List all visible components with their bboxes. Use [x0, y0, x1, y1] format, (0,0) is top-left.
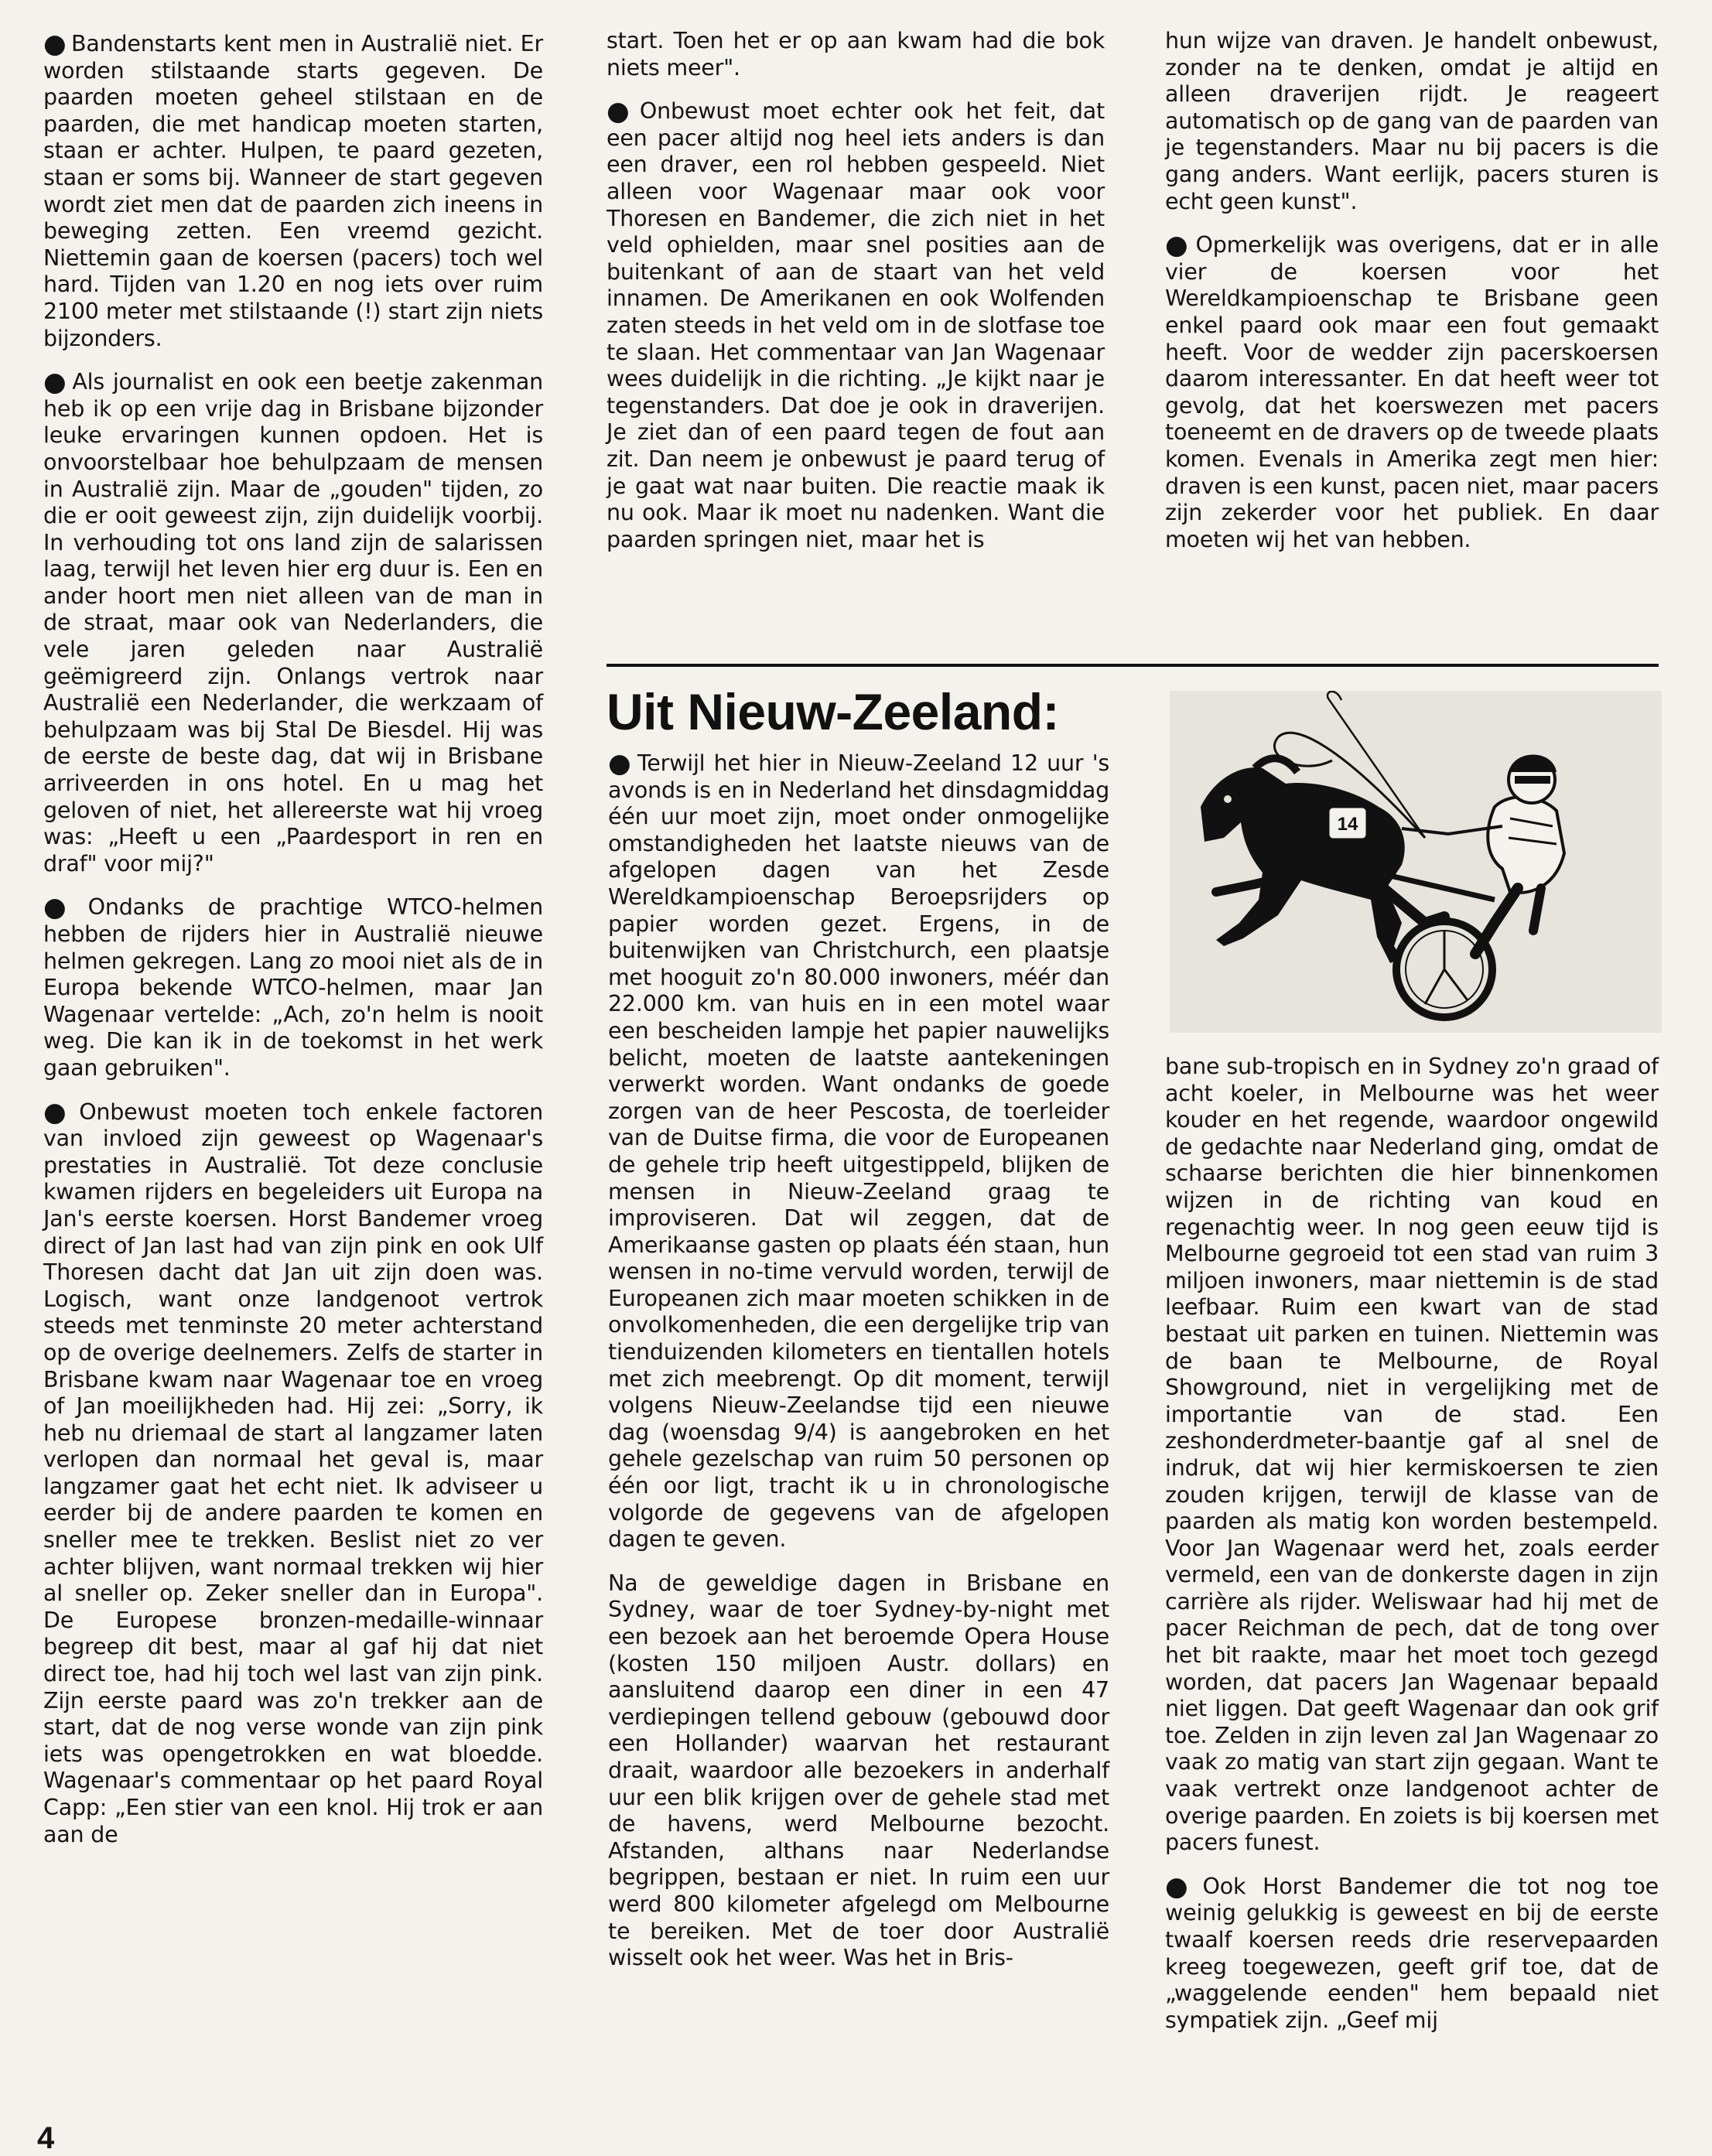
bullet-icon: ●	[43, 367, 68, 398]
column-1	[43, 31, 543, 1865]
paragraph-nieuw-zeeland-intro: ● Terwijl het hier in Nieuw-Zeeland 12 uur 's avonds is en in Nederland het dinsdagmiddag één uur moet zijn, moet onder onmogelijke omstandigheden het laatste nieuws van de afgelopen dagen van het Zesde Wereldkampioenschap Beroepsrijders op papier worden gezet. Ergens, in de buitenwijken van Christchurch, een plaatsje met hooguit zo'n 80.000 inwoners, méér dan 22.000 km. van huis en in een motel waar een bescheiden lampje het papier nauwelijks belicht, moeten de laatste aantekeningen verwerkt worden. Want ondanks de goede zorgen van de heer Pescosta, de toerleider van de Duitse firma, die voor de Europeanen de gehele trip heeft uitgestippeld, blijken de mensen in Nieuw-Zeeland graag te improviseren. Dat wil zeggen, dat de Amerikaanse gasten op plaats één staan, hun wensen in no-time vervuld worden, terwijl de Europeanen zich maar moeten schikken in de onvolkomenheden, die een dergelijke trip van tienduizenden kilometers en tientallen hotels met zich meebrengt. Op dit moment, terwijl volgens Nieuw-Zeelandse tijd een nieuwe dag (woensdag 9/4) is aangebroken en het gehele gezelschap van ruim 50 personen op één oor ligt, tracht ik u in chronologische volgorde de gegevens van de afgelopen dagen te geven.	[608, 748, 1109, 1553]
bullet-icon: ●	[43, 29, 67, 60]
bullet-icon: ●	[43, 1096, 75, 1128]
bullet-icon: ●	[607, 96, 635, 128]
saddlecloth-number: 14	[1337, 814, 1358, 835]
paragraph-bandenstarts: ● Bandenstarts kent men in Australië niet. Er worden stilstaande starts gegeven. De paarden moeten geheel stilstaan en de paarden, die met handicap moeten starten, staan er achter. Hulpen, te paard gezeten, staan er soms bij. Wanneer de start gegeven wordt ziet men dat de paarden zich ineens in beweging zetten. Een vreemd gezicht. Niettemin gaan de koersen (pacers) toch wel hard. Tijden van 1.20 en nog iets over ruim 2100 meter met stilstaande (!) start zijn niets bijzonders.	[43, 29, 543, 351]
article-column-a	[608, 750, 1109, 1989]
section-divider	[607, 664, 1659, 667]
article-headline: Uit Nieuw-Zeeland:	[607, 683, 1060, 740]
paragraph-brisbane-sydney: Na de geweldige dagen in Brisbane en Sydney, waar de toer Sydney-by-night met een bezoek aan het beroemde Opera House (kosten 150 miljoen Austr. dollars) en aansluitend daarop een diner in een 47 verdiepingen tellend gebouw (gebouwd door een Hollander) waarvan het restaurant draait, waardoor alle bezoekers in anderhalf uur een blik krijgen over de gehele stad met de havens, werd Melbourne bezocht. Afstanden, althans naar Nederlandse begrippen, bestaan er niet. In ruim een uur werd 800 kilometer afgelegd om Melbourne te bereiken. Met de toer door Australië wisselt ook het weer. Was het in Bris-	[608, 1570, 1109, 1971]
bullet-icon: ●	[608, 748, 633, 779]
paragraph-journalist: ● Als journalist en ook een beetje zakenman heb ik op een vrije dag in Brisbane bijzonder leuke ervaringen kunnen opdoen. Het is onvoorstelbaar hoe behulpzaam de mensen in Australië zijn. Maar de „gouden" tijden, zo die er ooit geweest zijn, zijn duidelijk voorbij. In verhouding tot ons land zijn de salarissen laag, terwijl het leven hier erg duur is. Een en ander hoort men niet alleen van de man in de straat, maar ook van Nederlanders, die vele jaren geleden naar Australië geëmigreerd zijn. Onlangs vertrok naar Australië een Nederlander, die werkzaam of behulpzaam was bij Stal De Biesdel. Hij was de eerste de beste dag, dat wij in Brisbane arriveerden in ons hotel. En u mag het geloven of niet, het allereerste wat hij vroeg was: „Heeft u een „Paardesport in ren en draf" voor mij?"	[43, 367, 544, 876]
bullet-icon: ●	[1165, 1871, 1198, 1902]
paragraph-opmerkelijk: ● Opmerkelijk was overigens, dat er in alle vier de koersen voor het Wereldkampioenschap te Brisbane geen enkel paard ook maar een fout gemaakt heeft. Voor de wedder zijn pacerskoersen daarom interessanter. En dat heeft weer tot gevolg, dat het koerswezen met pacers toeneemt en de dravers op de tweede plaats komen. Evenals in Amerika zegt men hier: draven is een kunst, pacen niet, maar pacers zijn zekerder voor het publiek. En daar moeten wij het van hebben.	[1165, 230, 1659, 552]
paragraph-wijze-van-draven: hun wijze van draven. Je handelt onbewust, zonder na te denken, omdat je altijd en alleen draverijen rijdt. Je reageert automatisch op de gang van de paarden van je tegenstanders. Maar nu bij pacers is die gang anders. Want eerlijk, pacers sturen is echt geen kunst".	[1165, 28, 1659, 214]
harness-racing-sulky-icon	[1170, 691, 1662, 1033]
paragraph-melbourne: bane sub-tropisch en in Sydney zo'n graad of acht koeler, in Melbourne was het weer kouder en het regende, waardoor ongewild de gedachte naar Nederland ging, omdat de schaarse berichten die hier binnenkomen wijzen in de richting van koud en regenachtig weer. In nog geen eeuw tijd is Melbourne gegroeid tot een stad van ruim 3 miljoen inwoners, maar niettemin is de stad leefbaar. Ruim een kwart van de stad bestaat uit parken en tuinen. Niettemin was de baan te Melbourne, de Royal Showground, niet in vergelijking met de importantie van de stad. Een zeshonderdmeter-baantje gaf al snel de indruk, dat wij hier kermiskoersen te zien zouden krijgen, terwijl de klasse van de paarden als matig kon worden bestempeld. Voor Jan Wagenaar werd het, zoals eerder vermeld, een van de donkerste dagen in zijn carrière als rijder. Weliswaar had hij met de pacer Reichman de pech, dat de tong over het bit raakte, maar het moet toch gezegd worden, dat pacers Jan Wagenaar bepaald niet liggen. Dat geeft Wagenaar dan ook grif toe. Zelden in zijn leven zal Jan Wagenaar zo vaak zo matig van start zijn gegaan. Want te vaak vertrekt onze landgenoot achter de overige paarden. En zoiets is bij koersen met pacers funest.	[1165, 1054, 1659, 1856]
bullet-icon: ●	[1165, 230, 1191, 261]
paragraph-start-continued: start. Toen het er op aan kwam had die bok niets meer".	[607, 28, 1105, 80]
page-number: 4	[37, 2121, 55, 2155]
paragraph-helmen: ● Ondanks de prachtige WTCO-helmen hebben de rijders hier in Australië nieuwe helmen gekregen. Lang zo mooi niet als de in Europa bekende WTCO-helmen, maar Jan Wagenaar vertelde: „Ach, zo'n helm is nooit weg. Die kan ik in de toekomst in het werk gaan gebruiken".	[43, 892, 544, 1081]
column-3	[1165, 28, 1659, 570]
bullet-icon: ●	[43, 892, 84, 924]
paragraph-onbewust-factoren: ● Onbewust moeten toch enkele factoren van invloed zijn geweest op Wagenaar's prestaties in Australië. Tot deze conclusie kwamen rijders en begeleiders uit Europa na Jan's eerste koersen. Horst Bandemer vroeg direct of Jan last had van zijn pink en ook Ulf Thoresen dacht dat Jan uit zijn doen was. Logisch, want onze landgenoot vertrok steeds met tenminste 20 meter achterstand op de overige deelnemers. Zelfs de starter in Brisbane kwam naar Wagenaar toe en vroeg of Jan moeilijkheden had. Hij zei: „Sorry, ik heb nu driemaal de start al langzamer laten verlopen dan normaal het geval is, maar langzamer gaat het echt niet. Ik adviseer u eerder bij de andere paarden te komen en sneller mee te trekken. Beslist niet zo ver achter blijven, want normaal trekken wij hier al sneller op. Zeker sneller dan in Europa". De Europese bronzen-medaille-winnaar begreep dit best, maar al gaf hij dat niet direct toe, had hij toch wel last van zijn pink. Zijn eerste paard was zo'n trekker aan de start, dat de nog verse wonde van zijn pink iets was opengetrokken en wat bloedde. Wagenaar's commentaar op het paard Royal Capp: „Een stier van een knol. Hij trok er aan aan de	[43, 1096, 543, 1847]
harness-racing-illustration	[1170, 691, 1662, 1033]
article-column-b	[1165, 1054, 1659, 2051]
paragraph-pacer-draver: ● Onbewust moet echter ook het feit, dat een pacer altijd nog heel iets anders is dan een draver, een rol hebben gespeeld. Niet alleen voor Wagenaar maar ook voor Thoresen en Bandemer, die zich niet in het veld ophielden, maar snel posities aan de buitenkant of aan de staart van het veld innamen. De Amerikanen en ook Wolfenden zaten steeds in het veld om in de slotfase toe te slaan. Het commentaar van Jan Wagenaar wees duidelijk in die richting. „Je kijkt naar je tegenstanders. Dat doe je ook in draverijen. Je ziet dan of een paard tegen de fout aan zit. Dan neem je onbewust je paard terug of je gaat wat naar buiten. Die reactie maak ik nu ook. Maar ik moet nu nadenken. Want die paarden springen niet, maar het is	[607, 96, 1105, 552]
column-2	[607, 28, 1105, 570]
paragraph-bandemer: ● Ook Horst Bandemer die tot nog toe weinig gelukkig is geweest en bij de eerste twaalf koersen reeds drie reservepaarden kreeg toegewezen, geeft grif toe, dat de „waggelende eenden" hem bepaald niet sympatiek zijn. „Geef mij	[1165, 1871, 1659, 2033]
